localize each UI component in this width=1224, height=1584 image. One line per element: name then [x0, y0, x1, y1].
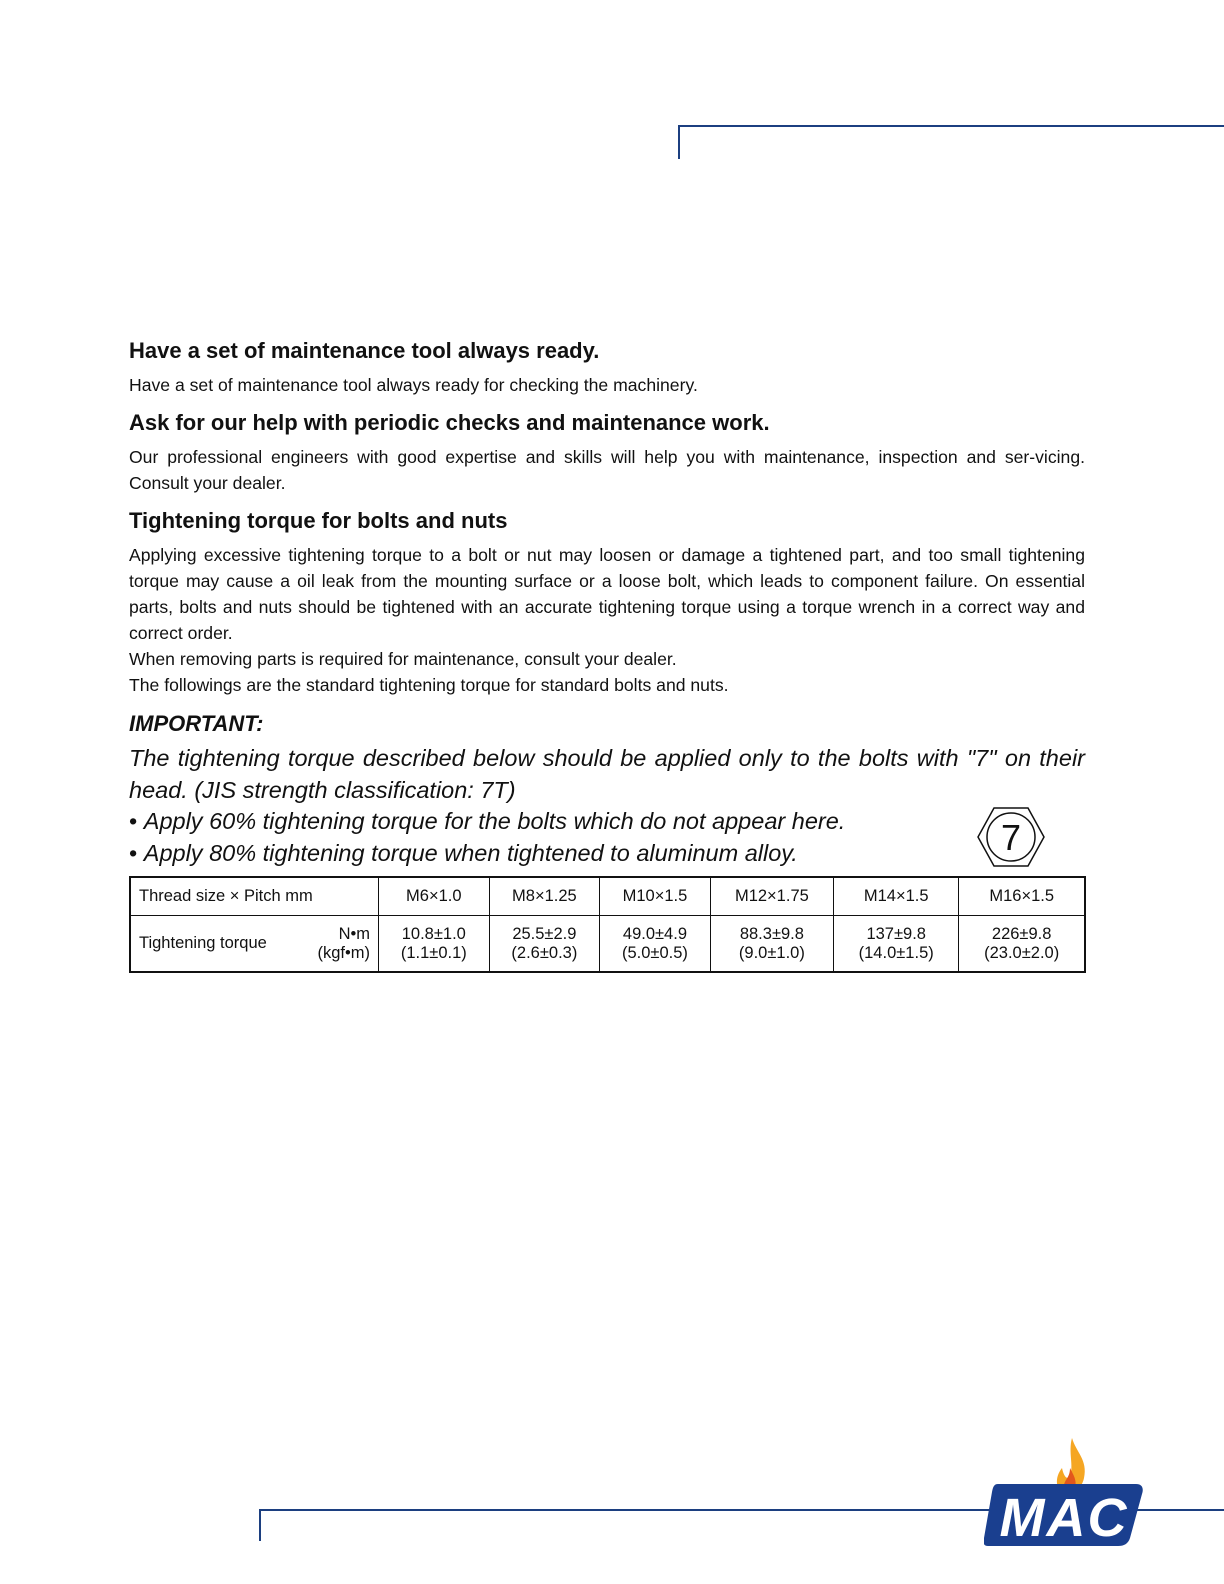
top-rule-horizontal [678, 125, 1224, 127]
section-torque [129, 506, 1085, 698]
torque-nm: 25.5±2.9 [512, 924, 577, 943]
torque-kgfm: (5.0±0.5) [621, 943, 688, 962]
section-paragraph: When removing parts is required for maintenance, consult your dealer. [129, 649, 677, 669]
table-torque-row [130, 916, 1085, 973]
header-label: Thread size × Pitch mm [130, 877, 379, 916]
torque-kgfm: (2.6±0.3) [511, 943, 578, 962]
table-cell-size: M14×1.5 [834, 877, 959, 916]
table-cell-size: M8×1.25 [489, 877, 600, 916]
torque-nm: 137±9.8 [866, 924, 926, 943]
section-heading: Ask for our help with periodic checks and maintenance work. [129, 410, 770, 435]
torque-kgfm: (14.0±1.5) [858, 943, 934, 962]
unit-primary: N•m [338, 924, 370, 943]
torque-nm: 10.8±1.0 [401, 924, 466, 943]
bolt-head-mark-icon [977, 806, 1045, 868]
mac-logo [984, 1438, 1144, 1546]
torque-nm: 49.0±4.9 [622, 924, 687, 943]
table-cell-size: M10×1.5 [600, 877, 711, 916]
torque-kgfm: (23.0±2.0) [984, 943, 1060, 962]
top-rule-vertical [678, 125, 680, 159]
important-body: The tightening torque described below should be applied only to the bolts with "7" on their head. (JIS strength classification: 7T) [129, 745, 1085, 803]
torque-nm: 88.3±9.8 [739, 924, 804, 943]
section-body: Have a set of maintenance tool always ready for checking the machinery. [129, 375, 698, 395]
torque-kgfm: (9.0±1.0) [738, 943, 805, 962]
important-note [129, 710, 1085, 869]
torque-table [129, 876, 1086, 973]
section-tools [129, 336, 1085, 398]
section-paragraph: The followings are the standard tightening torque for standard bolts and nuts. [129, 675, 729, 695]
table-cell-size: M16×1.5 [959, 877, 1085, 916]
important-title: IMPORTANT: [129, 711, 264, 736]
section-body: Our professional engineers with good expertise and skills will help you with maintenance, inspection and ser-vicing. Consult your dealer. [129, 447, 1085, 493]
section-paragraph: Applying excessive tightening torque to a bolt or nut may loosen or damage a tightened part, and too small tightening torque may cause a oil leak from the mounting surface or a loose bolt, which leads to component failure. On essential parts, bolts and nuts should be tightened with an accurate tightening torque using a torque wrench in a correct way and correct order. [129, 545, 1085, 643]
torque-nm: 226±9.8 [991, 924, 1052, 943]
bullet-item: • Apply 80% tightening torque when tightened to aluminum alloy. [129, 838, 1085, 870]
row-label: Tightening torque [139, 934, 267, 952]
important-bullets [129, 806, 1085, 869]
section-heading: Have a set of maintenance tool always ready. [129, 338, 600, 363]
section-help [129, 408, 1085, 496]
bottom-rule-vertical [259, 1509, 261, 1541]
torque-kgfm: (1.1±0.1) [400, 943, 467, 962]
logo-tm: TM [1132, 1538, 1141, 1544]
table-cell-torque [600, 916, 711, 973]
logo-text: MAC [999, 1488, 1129, 1546]
table-cell-torque [710, 916, 833, 973]
row-label-cell [130, 916, 379, 973]
bolt-mark-number: 7 [1000, 817, 1022, 858]
table-cell-torque [379, 916, 490, 973]
bullet-item: • Apply 60% tightening torque for the bolts which do not appear here. [129, 806, 1085, 838]
page-content [129, 336, 1085, 869]
table-cell-torque [834, 916, 959, 973]
table-cell-size: M12×1.75 [710, 877, 833, 916]
table-cell-torque [959, 916, 1085, 973]
table-header-row [130, 877, 1085, 916]
section-heading: Tightening torque for bolts and nuts [129, 508, 508, 533]
unit-secondary: (kgf•m) [317, 943, 370, 962]
table-cell-size: M6×1.0 [379, 877, 490, 916]
table-cell-torque [489, 916, 600, 973]
unit-labels [317, 925, 370, 963]
